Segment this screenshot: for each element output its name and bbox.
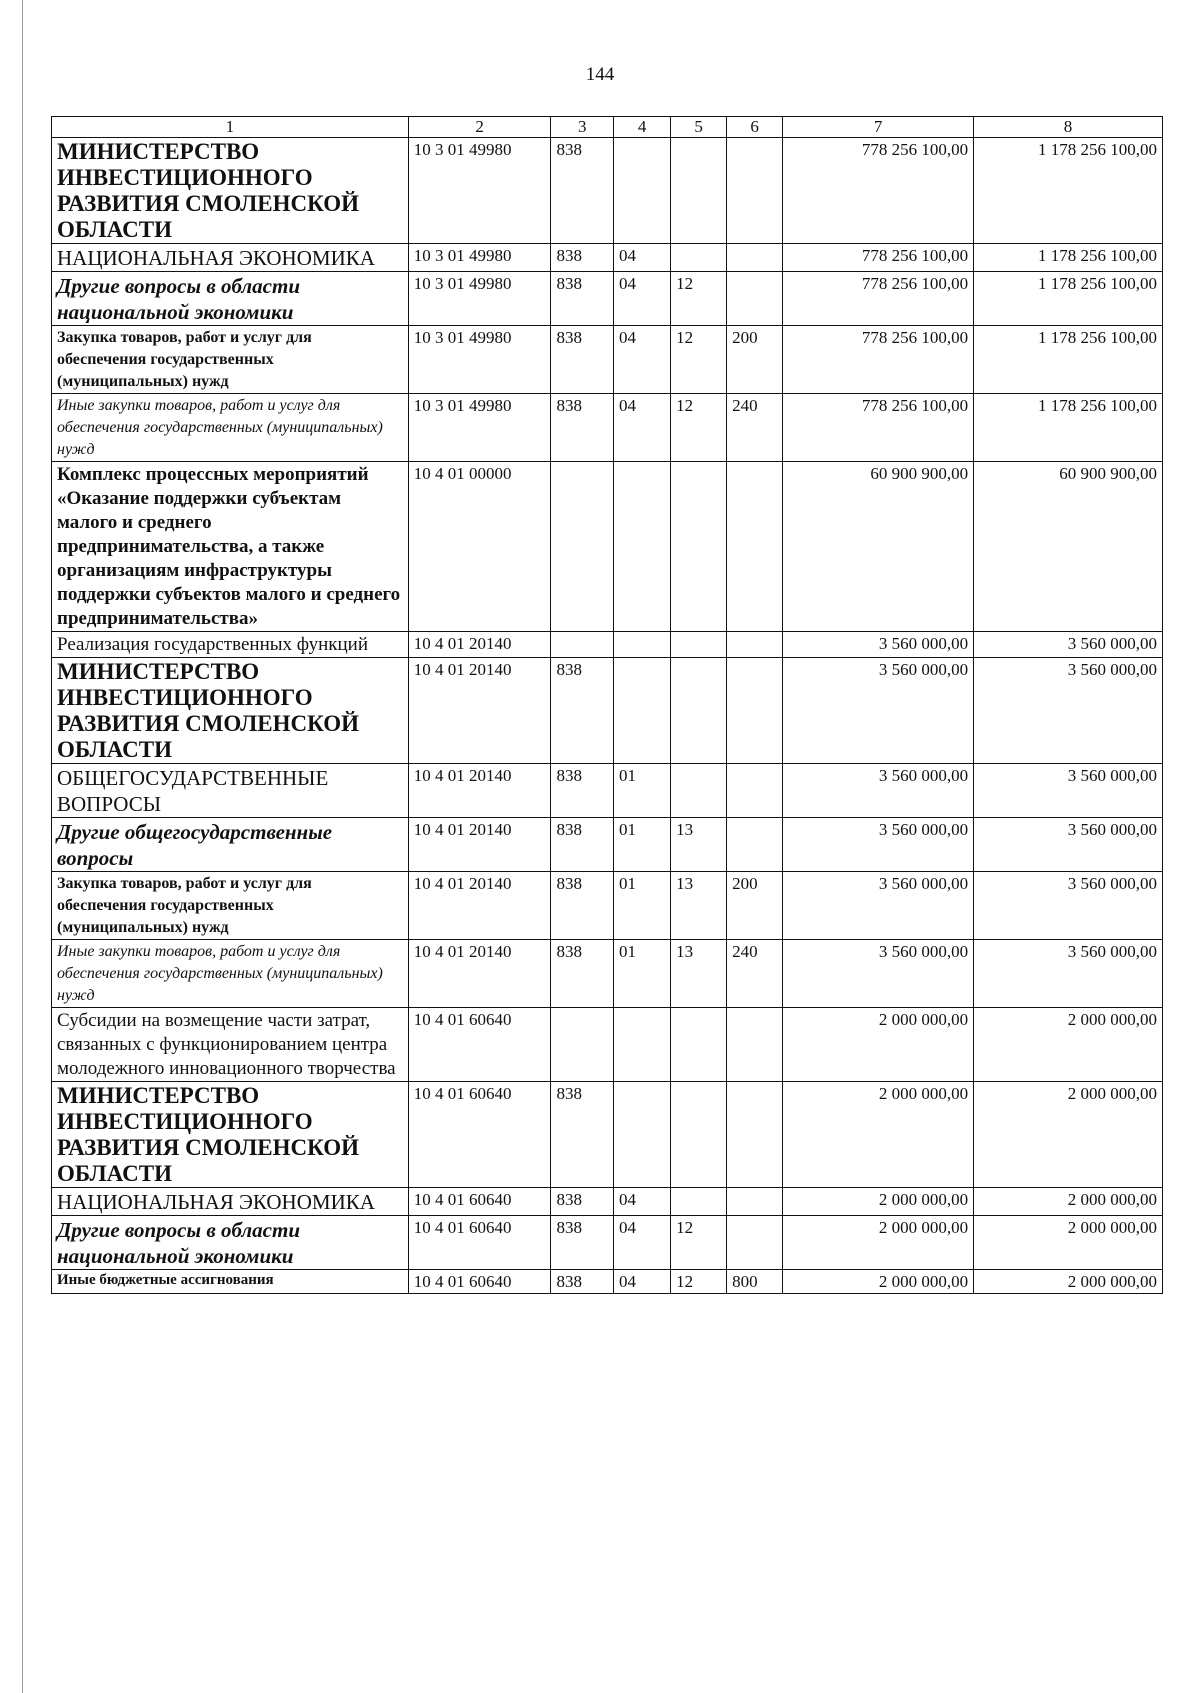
amount-year-1: 60 900 900,00 [783, 462, 974, 632]
subsection-code [671, 138, 727, 244]
row-name: Закупка товаров, работ и услуг для обеспечения государственных (муниципальных) нужд [52, 326, 409, 394]
target-article-code: 10 3 01 49980 [408, 138, 551, 244]
column-header: 2 [408, 117, 551, 138]
expense-type-code: 200 [727, 872, 783, 940]
target-article-code: 10 4 01 20140 [408, 764, 551, 818]
expense-type-code [727, 138, 783, 244]
table-row [52, 394, 1163, 462]
subsection-code [671, 1188, 727, 1216]
section-code [614, 1082, 671, 1188]
table-row [52, 326, 1163, 394]
row-name: Другие вопросы в области национальной экономики [52, 272, 409, 326]
amount-year-2: 2 000 000,00 [974, 1270, 1163, 1294]
admin-code: 838 [551, 272, 614, 326]
subsection-code [671, 1082, 727, 1188]
row-name: Реализация государственных функций [52, 632, 409, 658]
expense-type-code: 200 [727, 326, 783, 394]
amount-year-2: 3 560 000,00 [974, 940, 1163, 1008]
section-code [614, 1008, 671, 1082]
row-name: Закупка товаров, работ и услуг для обеспечения государственных (муниципальных) нужд [52, 872, 409, 940]
subsection-code: 13 [671, 872, 727, 940]
table-row [52, 764, 1163, 818]
subsection-code [671, 1008, 727, 1082]
column-header: 6 [727, 117, 783, 138]
expense-type-code: 800 [727, 1270, 783, 1294]
amount-year-1: 2 000 000,00 [783, 1270, 974, 1294]
target-article-code: 10 3 01 49980 [408, 244, 551, 272]
expense-type-code: 240 [727, 394, 783, 462]
amount-year-1: 3 560 000,00 [783, 818, 974, 872]
row-name: Другие общегосударственные вопросы [52, 818, 409, 872]
target-article-code: 10 4 01 20140 [408, 818, 551, 872]
admin-code: 838 [551, 1216, 614, 1270]
admin-code [551, 1008, 614, 1082]
amount-year-2: 3 560 000,00 [974, 658, 1163, 764]
section-code: 04 [614, 1270, 671, 1294]
admin-code: 838 [551, 1188, 614, 1216]
table-row [52, 1216, 1163, 1270]
expense-type-code [727, 244, 783, 272]
target-article-code: 10 4 01 20140 [408, 632, 551, 658]
expense-type-code: 240 [727, 940, 783, 1008]
admin-code: 838 [551, 244, 614, 272]
section-code: 04 [614, 1188, 671, 1216]
target-article-code: 10 4 01 60640 [408, 1270, 551, 1294]
amount-year-1: 778 256 100,00 [783, 394, 974, 462]
subsection-code: 12 [671, 1216, 727, 1270]
amount-year-2: 3 560 000,00 [974, 764, 1163, 818]
subsection-code: 12 [671, 1270, 727, 1294]
page-number: 144 [585, 64, 615, 85]
subsection-code: 12 [671, 394, 727, 462]
amount-year-2: 3 560 000,00 [974, 872, 1163, 940]
subsection-code [671, 764, 727, 818]
admin-code [551, 462, 614, 632]
section-code: 04 [614, 326, 671, 394]
amount-year-2: 1 178 256 100,00 [974, 326, 1163, 394]
amount-year-1: 3 560 000,00 [783, 940, 974, 1008]
amount-year-1: 2 000 000,00 [783, 1008, 974, 1082]
amount-year-2: 2 000 000,00 [974, 1216, 1163, 1270]
table-row [52, 632, 1163, 658]
target-article-code: 10 4 01 20140 [408, 940, 551, 1008]
amount-year-1: 778 256 100,00 [783, 326, 974, 394]
amount-year-1: 778 256 100,00 [783, 272, 974, 326]
row-name: МИНИСТЕРСТВО ИНВЕСТИЦИОННОГО РАЗВИТИЯ СМОЛЕНСКОЙ ОБЛАСТИ [52, 138, 409, 244]
amount-year-2: 3 560 000,00 [974, 818, 1163, 872]
expense-type-code [727, 632, 783, 658]
target-article-code: 10 4 01 20140 [408, 872, 551, 940]
table-row [52, 872, 1163, 940]
admin-code: 838 [551, 326, 614, 394]
admin-code: 838 [551, 940, 614, 1008]
target-article-code: 10 4 01 20140 [408, 658, 551, 764]
target-article-code: 10 4 01 60640 [408, 1188, 551, 1216]
admin-code: 838 [551, 1082, 614, 1188]
section-code: 01 [614, 940, 671, 1008]
expense-type-code [727, 1216, 783, 1270]
table-row [52, 1270, 1163, 1294]
expense-type-code [727, 658, 783, 764]
subsection-code: 12 [671, 326, 727, 394]
target-article-code: 10 3 01 49980 [408, 272, 551, 326]
admin-code: 838 [551, 764, 614, 818]
amount-year-1: 2 000 000,00 [783, 1188, 974, 1216]
section-code: 04 [614, 1216, 671, 1270]
amount-year-1: 3 560 000,00 [783, 658, 974, 764]
section-code: 04 [614, 244, 671, 272]
section-code [614, 632, 671, 658]
amount-year-1: 2 000 000,00 [783, 1216, 974, 1270]
table-row [52, 138, 1163, 244]
amount-year-2: 1 178 256 100,00 [974, 138, 1163, 244]
table-row [52, 818, 1163, 872]
admin-code [551, 632, 614, 658]
section-code: 04 [614, 394, 671, 462]
row-name: Иные закупки товаров, работ и услуг для обеспечения государственных (муниципальных) нужд [52, 394, 409, 462]
amount-year-2: 2 000 000,00 [974, 1082, 1163, 1188]
table-row [52, 940, 1163, 1008]
row-name: НАЦИОНАЛЬНАЯ ЭКОНОМИКА [52, 1188, 409, 1216]
target-article-code: 10 4 01 60640 [408, 1008, 551, 1082]
amount-year-2: 60 900 900,00 [974, 462, 1163, 632]
table-row [52, 1188, 1163, 1216]
table-row [52, 1082, 1163, 1188]
amount-year-1: 3 560 000,00 [783, 764, 974, 818]
section-code: 04 [614, 272, 671, 326]
table-row [52, 244, 1163, 272]
amount-year-2: 2 000 000,00 [974, 1008, 1163, 1082]
row-name: Иные закупки товаров, работ и услуг для обеспечения государственных (муниципальных) нужд [52, 940, 409, 1008]
expense-type-code [727, 1082, 783, 1188]
table-row [52, 1008, 1163, 1082]
row-name: Другие вопросы в области национальной экономики [52, 1216, 409, 1270]
admin-code: 838 [551, 658, 614, 764]
target-article-code: 10 3 01 49980 [408, 394, 551, 462]
expense-type-code [727, 818, 783, 872]
expense-type-code [727, 1188, 783, 1216]
row-name: Иные бюджетные ассигнования [52, 1270, 409, 1294]
row-name: НАЦИОНАЛЬНАЯ ЭКОНОМИКА [52, 244, 409, 272]
target-article-code: 10 4 01 60640 [408, 1082, 551, 1188]
amount-year-2: 3 560 000,00 [974, 632, 1163, 658]
column-header: 4 [614, 117, 671, 138]
amount-year-1: 2 000 000,00 [783, 1082, 974, 1188]
admin-code: 838 [551, 138, 614, 244]
admin-code: 838 [551, 872, 614, 940]
subsection-code: 13 [671, 940, 727, 1008]
table-row [52, 462, 1163, 632]
target-article-code: 10 3 01 49980 [408, 326, 551, 394]
row-name: МИНИСТЕРСТВО ИНВЕСТИЦИОННОГО РАЗВИТИЯ СМОЛЕНСКОЙ ОБЛАСТИ [52, 1082, 409, 1188]
amount-year-2: 1 178 256 100,00 [974, 272, 1163, 326]
expense-type-code [727, 462, 783, 632]
admin-code: 838 [551, 1270, 614, 1294]
row-name: Субсидии на возмещение части затрат, связанных с функционированием центра молодежного инновационного творчества [52, 1008, 409, 1082]
table-row [52, 658, 1163, 764]
target-article-code: 10 4 01 00000 [408, 462, 551, 632]
section-code [614, 658, 671, 764]
expense-type-code [727, 272, 783, 326]
admin-code: 838 [551, 394, 614, 462]
column-number-row [52, 117, 1163, 138]
expense-type-code [727, 1008, 783, 1082]
column-header: 1 [52, 117, 409, 138]
expense-type-code [727, 764, 783, 818]
section-code [614, 462, 671, 632]
section-code: 01 [614, 872, 671, 940]
amount-year-1: 3 560 000,00 [783, 632, 974, 658]
subsection-code [671, 462, 727, 632]
amount-year-1: 778 256 100,00 [783, 138, 974, 244]
amount-year-2: 1 178 256 100,00 [974, 244, 1163, 272]
subsection-code: 12 [671, 272, 727, 326]
amount-year-1: 778 256 100,00 [783, 244, 974, 272]
subsection-code [671, 658, 727, 764]
subsection-code [671, 632, 727, 658]
subsection-code: 13 [671, 818, 727, 872]
column-header: 3 [551, 117, 614, 138]
row-name: ОБЩЕГОСУДАРСТВЕННЫЕ ВОПРОСЫ [52, 764, 409, 818]
section-code: 01 [614, 818, 671, 872]
section-code [614, 138, 671, 244]
column-header: 5 [671, 117, 727, 138]
budget-table [51, 116, 1163, 1294]
column-header: 7 [783, 117, 974, 138]
target-article-code: 10 4 01 60640 [408, 1216, 551, 1270]
section-code: 01 [614, 764, 671, 818]
table-row [52, 272, 1163, 326]
row-name: Комплекс процессных мероприятий «Оказание поддержки субъектам малого и среднего предпринимательства, а также организациям инфраструктуры поддержки субъектов малого и среднего предпринимательства» [52, 462, 409, 632]
page-edge-line [22, 0, 23, 1693]
column-header: 8 [974, 117, 1163, 138]
amount-year-2: 2 000 000,00 [974, 1188, 1163, 1216]
amount-year-1: 3 560 000,00 [783, 872, 974, 940]
row-name: МИНИСТЕРСТВО ИНВЕСТИЦИОННОГО РАЗВИТИЯ СМОЛЕНСКОЙ ОБЛАСТИ [52, 658, 409, 764]
admin-code: 838 [551, 818, 614, 872]
subsection-code [671, 244, 727, 272]
amount-year-2: 1 178 256 100,00 [974, 394, 1163, 462]
